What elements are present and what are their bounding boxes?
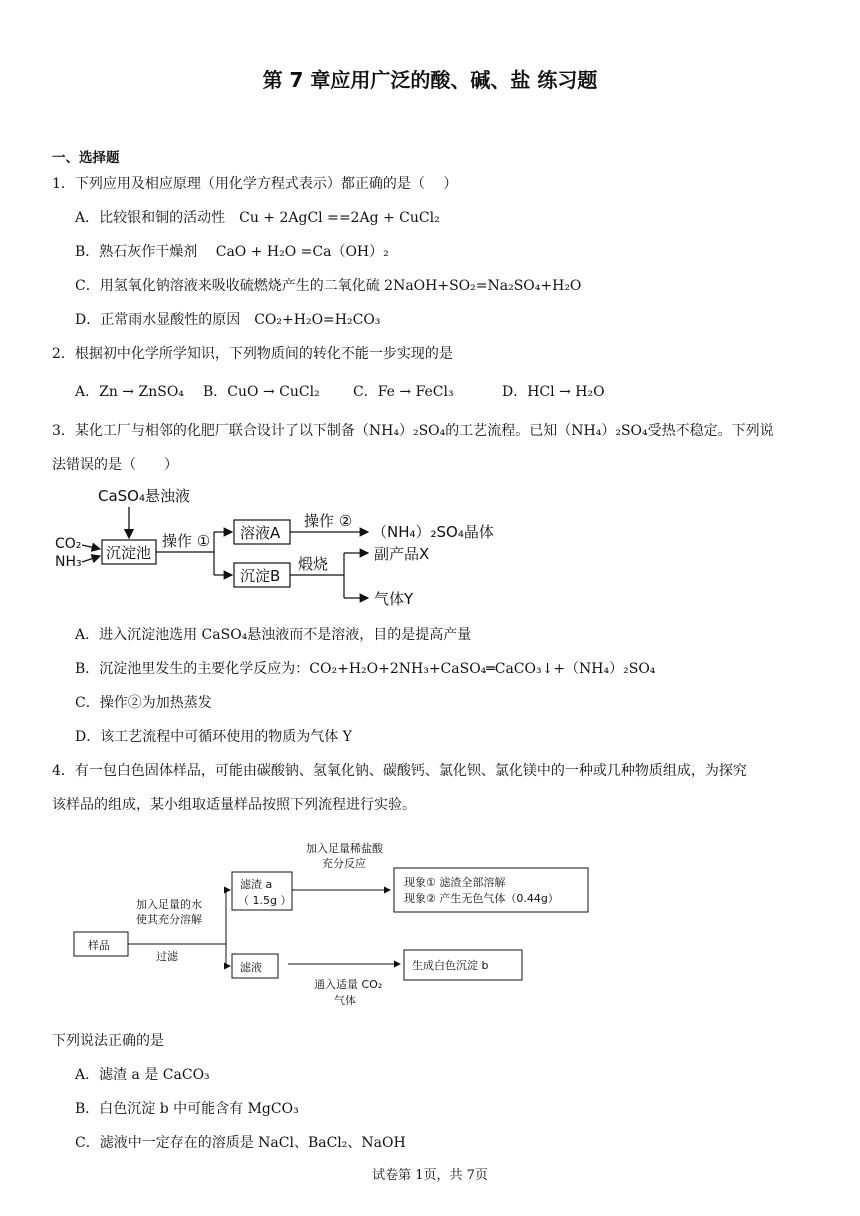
q4-co2-line1: 通入适量 CO₂ — [314, 978, 383, 991]
q4-option-a: A．滤渣 a 是 CaCO₃ — [75, 1067, 210, 1083]
q4-filtrate-label: 滤液 — [240, 961, 262, 974]
q3-product-label: （NH₄）₂SO₄晶体 — [372, 523, 494, 541]
page-footer: 试卷第 1页，共 7页 — [372, 1168, 488, 1183]
q3-stem-line1: 3．某化工厂与相邻的化肥厂联合设计了以下制备（NH₄）₂SO₄的工艺流程。已知（NH₄）₂SO₄受热不稳定。下列说 — [52, 423, 774, 439]
q4-option-c: C．滤液中一定存在的溶质是 NaCl、BaCl₂、NaOH — [75, 1135, 406, 1151]
q4-precipitate-label: 生成白色沉淀 b — [412, 959, 489, 972]
q4-option-b: B．白色沉淀 b 中可能含有 MgCO₃ — [75, 1101, 299, 1117]
q2-option-b: B．CuO → CuCl₂ — [203, 384, 320, 400]
q3-option-d: D．该工艺流程中可循环使用的物质为气体 Y — [75, 729, 352, 745]
q3-stem-line2: 法错误的是（ ） — [52, 457, 178, 473]
q4-acid-line1: 加入足量稀盐酸 — [306, 842, 383, 855]
q3-precipitate-b-label: 沉淀B — [240, 567, 281, 585]
q2-option-d: D．HCl → H₂O — [502, 384, 605, 400]
q2-stem: 2．根据初中化学所学知识，下列物质间的转化不能一步实现的是 — [52, 346, 453, 362]
q4-sample-label: 样品 — [88, 939, 110, 952]
q3-gas-y-label: 气体Y — [374, 590, 414, 608]
q3-tank-label: 沉淀池 — [106, 544, 152, 562]
q4-stem-line2: 该样品的组成，某小组取适量样品按照下列流程进行实验。 — [52, 797, 416, 813]
q1-option-d: D．正常雨水显酸性的原因 CO₂+H₂O=H₂CO₃ — [75, 312, 381, 328]
q4-phenomena-box — [394, 868, 588, 912]
q2-option-a: A．Zn → ZnSO₄ — [75, 384, 184, 400]
q4-water-line2: 使其充分溶解 — [136, 913, 202, 926]
q4-phenomenon-1: 现象① 滤渣全部溶解 — [404, 876, 506, 889]
q1-stem: 1．下列应用及相应原理（用化学方程式表示）都正确的是（ ） — [52, 176, 458, 192]
q4-co2-line2: 气体 — [334, 994, 356, 1007]
q1-option-b: B．熟石灰作干燥剂 CaO + H₂O =Ca（OH）₂ — [75, 244, 389, 260]
q3-option-b: B．沉淀池里发生的主要化学反应为：CO₂+H₂O+2NH₃+CaSO₄═CaCO₃↓+（NH₄）₂SO₄ — [75, 661, 656, 677]
q3-option-a: A．进入沉淀池选用 CaSO₄悬浊液而不是溶液，目的是提高产量 — [75, 627, 472, 643]
q3-nh3-label: NH₃ — [55, 554, 82, 570]
q4-filter-label: 过滤 — [156, 950, 178, 963]
q4-process-diagram — [70, 836, 600, 1016]
q3-process-diagram — [52, 482, 512, 612]
q3-option-c: C．操作②为加热蒸发 — [75, 695, 212, 711]
q1-option-c: C．用氢氧化钠溶液来吸收硫燃烧产生的二氧化硫 2NaOH+SO₂=Na₂SO₄+H₂O — [75, 278, 582, 294]
q4-phenomenon-2: 现象② 产生无色气体（0.44g） — [404, 892, 559, 905]
page-title: 第 7 章应用广泛的酸、碱、盐 练习题 — [262, 68, 598, 92]
q2-option-c: C．Fe → FeCl₃ — [353, 384, 454, 400]
section-heading: 一、选择题 — [52, 150, 120, 166]
q1-option-a: A．比较银和铜的活动性 Cu + 2AgCl ==2Ag + CuCl₂ — [75, 210, 440, 226]
q3-op2-label: 操作 ② — [304, 512, 353, 530]
q4-water-line1: 加入足量的水 — [136, 898, 202, 911]
q3-op1-label: 操作 ① — [162, 532, 211, 550]
q4-acid-line2: 充分反应 — [322, 857, 366, 870]
q3-co2-label: CO₂ — [55, 536, 82, 552]
q4-stem-line1: 4．有一包白色固体样品，可能由碳酸钠、氢氧化钠、碳酸钙、氯化钡、氯化镁中的一种或几种物质组成，为探究 — [52, 763, 747, 779]
q3-feed-label: CaSO₄悬浊液 — [98, 487, 191, 505]
q4-lead: 下列说法正确的是 — [52, 1033, 164, 1049]
q3-solution-a-label: 溶液A — [240, 524, 281, 542]
q4-residue-line2: （ 1.5g ） — [238, 894, 292, 907]
q4-residue-line1: 滤渣 a — [240, 878, 273, 891]
q3-byproduct-label: 副产品X — [374, 545, 430, 563]
q3-calcine-label: 煅烧 — [298, 555, 329, 573]
